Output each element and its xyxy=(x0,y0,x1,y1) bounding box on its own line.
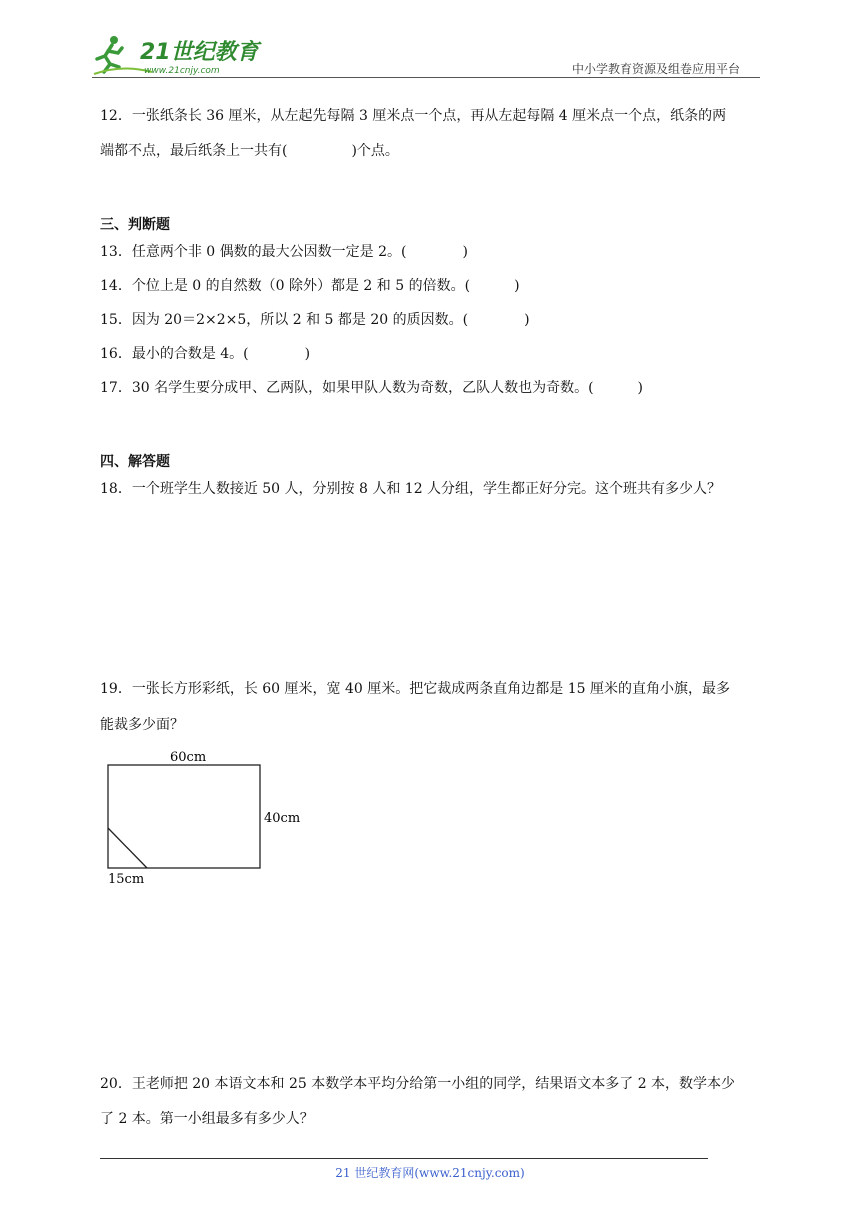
question-18: 18．一个班学生人数接近 50 人，分别按 8 人和 12 人分组，学生都正好分完。这个班共有多少人？ xyxy=(100,481,722,497)
footer-divider xyxy=(100,1158,708,1159)
logo-text: 21世纪教育 xyxy=(140,40,259,65)
question-20-line2: 了 2 本。第一小组最多有多少人？ xyxy=(100,1111,314,1127)
question-12-text-a: 端都不点，最后纸条上一共有( xyxy=(100,143,288,159)
question-20-line1: 20．王老师把 20 本语文本和 25 本数学本平均分给第一小组的同学，结果语文本多了 2 本，数学本少 xyxy=(100,1076,736,1092)
question-17-text: 17．30 名学生要分成甲、乙两队，如果甲队人数为奇数，乙队人数也为奇数。( xyxy=(100,380,594,396)
question-15 xyxy=(100,302,760,338)
question-12-line2 xyxy=(100,133,760,169)
figure-label-length: 60cm xyxy=(170,750,207,765)
question-13 xyxy=(100,234,760,270)
question-19-line2: 能裁多少面？ xyxy=(100,717,184,733)
question-16-text: 16．最小的合数是 4。( xyxy=(100,346,249,362)
footer-link[interactable]: 21 世纪教育网(www.21cnjy.com) xyxy=(335,1166,525,1180)
site-title: 中小学教育资源及组卷应用平台 xyxy=(572,62,741,76)
rectangle-figure xyxy=(100,744,310,889)
header-divider xyxy=(92,77,760,78)
question-17-close: ) xyxy=(637,380,644,396)
figure-label-width: 40cm xyxy=(264,811,301,826)
section-title-judgement: 三、判断题 xyxy=(100,217,170,233)
question-17 xyxy=(100,370,760,406)
question-15-text: 15．因为 20＝2×2×5，所以 2 和 5 都是 20 的质因数。( xyxy=(100,312,469,328)
logo-url: www.21cnjy.com xyxy=(144,66,220,76)
question-15-close: ) xyxy=(524,312,530,328)
site-logo xyxy=(92,34,262,78)
question-14-text: 14．个位上是 0 的自然数（0 除外）都是 2 和 5 的倍数。( xyxy=(100,278,471,294)
question-12-text-b: )个点。 xyxy=(351,143,399,159)
question-13-close: ) xyxy=(462,244,468,260)
paper-rectangle xyxy=(108,765,260,868)
question-14-close: ) xyxy=(514,278,520,294)
question-19-line1: 19．一张长方形彩纸，长 60 厘米，宽 40 厘米。把它裁成两条直角边都是 15 厘米的直角小旗，最多 xyxy=(100,681,730,697)
question-14 xyxy=(100,268,760,304)
section-title-solve: 四、解答题 xyxy=(100,454,170,470)
question-16 xyxy=(100,336,760,372)
figure-label-leg: 15cm xyxy=(108,872,145,887)
flag-hypotenuse xyxy=(108,828,147,868)
question-16-close: ) xyxy=(304,346,311,362)
question-12-line1: 12．一张纸条长 36 厘米，从左起先每隔 3 厘米点一个点，再从左起每隔 4 厘米点一个点，纸条的两 xyxy=(100,108,727,124)
question-13-text: 13．任意两个非 0 偶数的最大公因数一定是 2。( xyxy=(100,244,407,260)
